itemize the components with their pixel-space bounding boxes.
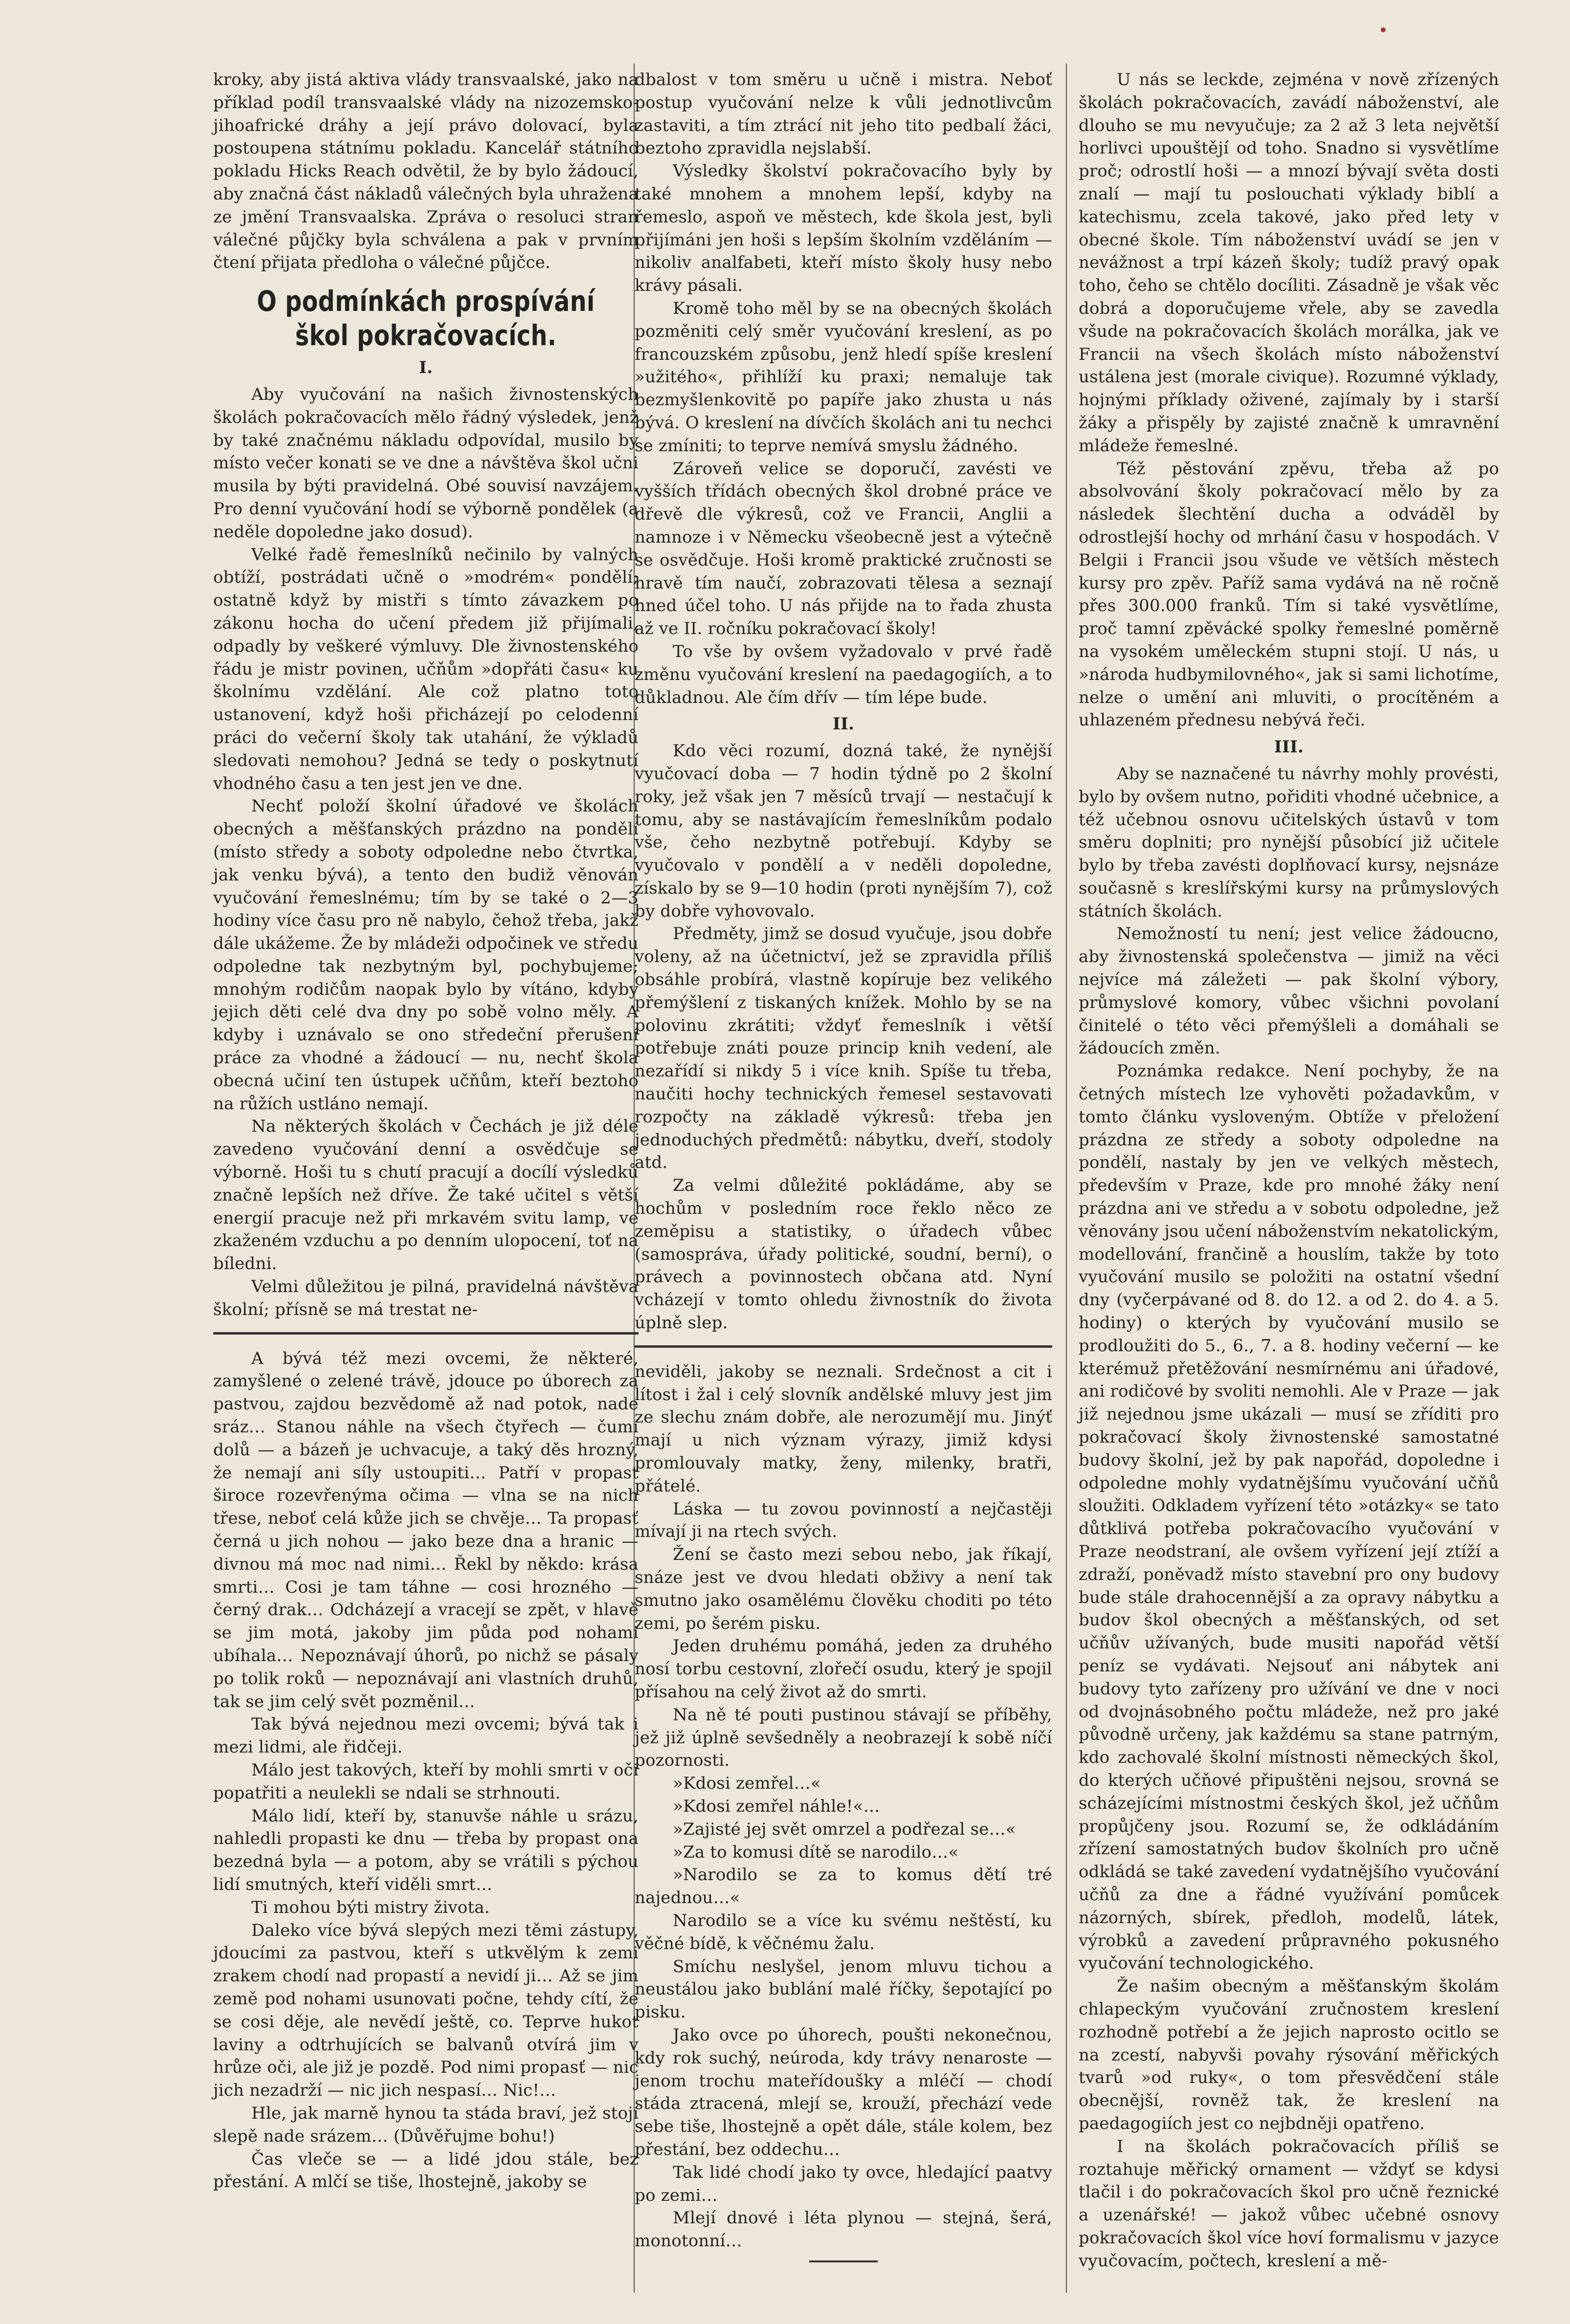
article-headline: O podmínkách prospívání škol pokračovacích. — [257, 285, 595, 352]
paragraph: Výsledky školství pokračovacího byly by také mnohem a mnohem lepší, kdyby na řemeslo, aspoň ve městech, kde škola jest, byli přijímáni jen hoši s lepším školním vzděláním — nikoliv analfabeti, kteří místo školy husy nebo krávy pásali. — [635, 161, 1052, 296]
feuilleton-divider — [635, 1345, 1052, 1348]
feuilleton-paragraph: Tak bývá nejednou mezi ovcemi; bývá tak i mezi lidmi, ale řidčeji. — [213, 1714, 639, 1757]
editorial-note: Poznámka redakce. Není pochyby, že na četných místech lze vyhověti požadavkům, v tomto článku vysloveným. Obtíže v přeložení prázdna ze středy a soboty odpoledne na pondělí, nastaly by jen ve velkých městech, především v Praze, kde pro mnohé žáky není prázdna ani ve středu a v sobotu odpoledne, jež věnovány jsou učení náboženstvím nekatolickým, modellování, frančině a houslím, takže by toto vyučování musilo se položiti na ostatní všední dny (vyčerpávané od 8. do 12. a od 2. do 4. a 5. hodiny) o kterých by vyučování musilo se prodloužiti do 5., 6., 7. a 8. hodiny večerní — ke kterémuž přetěžování nesmírnému ani úřadové, ani rodičové by svoliti nemohli. Ale v Praze — jak již nejednou jsme ukázali — musí se zříditi pro pokračovací školy živnostenské samostatné budovy školní, jež by pak napořád, dopoledne i odpoledne mohly vydatnějšímu vyučování učňů sloužiti. Odkladem vyřízení této »otázky« se tato důtklivá potřeba pokračovacího vyučování v Praze neodstraní, ale ovšem vyřízení její ztíží a zdraží, poněvadž místo stavební pro ony budovy bude stále drahocennější a za opravy nábytku a budov škol obecných a měšťanských, od set učňův užívaných, bude musiti napořád větší peníz se vydávati. Nejsouť ani nábytek ani budovy tyto zařízeny pro užívání ve dne v noci od dvojnásobného počtu mládeže, než pro jaké původně určeny, jak každému sa stane patrným, kdo zachovalé školní místnosti německých škol, do kterých učňové připuštěni nejsou, srovná se scházejícími místnostmi českých škol, jež učňům propůjčeny jsou. Rozumí se, že odkládáním zřízení samostatných budov školních pro učně odkládá se také zavedení vydatnějšího vyučování učňů za dne a řádné využívání pomůcek názorných, sbírek, předloh, modelů, látek, výrobků a zavedení průpravného pokusného vyučování technologického. — [1079, 1061, 1499, 1973]
paragraph: Že našim obecným a měšťanským školám chlapeckým vyučování zručnostem kreslení rozhodně potřebí a že jejich naprosto ocitlo se na zcestí, nabyvši povahy rýsování měřických tvarů »od ruky«, o tom přesvědčení stále obecnější, rovněž tak, že kreslení na paedagogiích jest co nejbdněji opatřeno. — [1079, 1976, 1499, 2133]
end-divider — [809, 2260, 878, 2262]
feuilleton-paragraph: Mlejí dnové i léta plynou — stejná, šerá, monotonní… — [635, 2208, 1052, 2251]
column-2 — [635, 68, 1052, 2262]
paragraph: Předměty, jimž se dosud vyučuje, jsou dobře voleny, až na účetnictví, jež se zpravidla příliš obsáhle probírá, vlastně kopíruje bez velikého přemýšlení z tiskaných knížek. Mohlo by se na polovinu zkrátiti; vždyť řemeslník i větší potřebuje znáti pouze princip knih vedení, ale nezařídí si nikdy 5 i více knih. Spíše tu třeba, naučiti hochy technických řemesel sestavovati rozpočty na základě výkresů: třeba jen jednoduchých předmětů: nábytku, dveří, stodoly atd. — [635, 924, 1052, 1173]
section-number: III. — [1274, 737, 1304, 757]
feuilleton-paragraph: Málo lidí, kteří by, stanuvše náhle u srázu, nahledli propasti ke dnu — třeba by propast ona bezedná byla — a potom, aby se vrátili s pýchou lidí smutných, kteří viděli smrt… — [213, 1806, 639, 1894]
quote-line: »Narodilo se za to komus dětí tré najednou…« — [635, 1865, 1052, 1908]
feuilleton-paragraph: Tak lidé chodí jako ty ovce, hledající paatvy po zemi… — [635, 2162, 1052, 2205]
paragraph: Kdo věci rozumí, dozná také, že nynější vyučovací doba — 7 hodin týdně po 2 školní roky, jež však jen 7 měsíců trvají — nestačují k tomu, aby se nastávajícím řemeslníkům podalo vše, čeho nezbytně potřebují. Kdyby se vyučovalo v pondělí a v neděli dopoledne, získalo by se 9—10 hodin (proti nynějším 7), což by dobře vyhovovalo. — [635, 741, 1052, 921]
section-number: II. — [832, 714, 855, 734]
paragraph: U nás se leckde, zejména v nově zřízených školách pokračovacích, zavádí náboženství, ale dlouho se mu nevyučuje; za 2 až 3 leta největší horlivci upouštějí od toho. Snadno si vysvětlíme proč; odrostlí hoši — a mnozí bývají světa dosti znalí — mají tu poslouchati výklady biblí a katechismu, zcela takové, jako před lety v obecné škole. Tím náboženství uvádí se jen v nevážnost a trpí kázeň školy; tudíž pravý opak toho, čeho se chtělo docíliti. Zásadně je však věc dobrá a doporučujeme vřele, aby se zavedla všude na pokračovacích školách morálka, jak ve Francii na všech školách místo náboženství ustálena jest (morale civique). Rozumné výklady, hojnými příklady oživené, zajímaly by i starší žáky a přispěly by zajisté značně k umravnění mládeže řemeslné. — [1079, 70, 1499, 456]
paragraph: Kromě toho měl by se na obecných školách pozměniti celý směr vyučování kreslení, as po francouzském způsobu, jenž hledí spíše kreslení »užitého«, přihlíží ku praxi; nemaluje tak bezmyšlenkovitě po papíře jako zhusta u nás bývá. O kreslení na dívčích školách ani tu nechci se zmíniti; to teprve nemívá smyslu žádného. — [635, 298, 1052, 456]
paragraph: Aby se naznačené tu návrhy mohly provésti, bylo by ovšem nutno, pořiditi vhodné učebnice, a též učebnou osnovu učitelských ústavů v tom směru doplniti; pro nynější působící již učitele bylo by třeba zavésti doplňovací kursy, nejsnáze současně s kreslířskými kursy na průmyslových státních školách. — [1079, 764, 1499, 921]
quote-line: »Zajisté jej svět omrzel a podřezal se…« — [673, 1819, 1016, 1839]
feuilleton-paragraph: Málo jest takových, kteří by mohli smrti v oči popatřiti a neulekli se ndali se strhnouti. — [213, 1760, 639, 1803]
feuilleton-paragraph: Žení se často mezi sebou nebo, jak říkají, snáze jest ve dvou hledati obživy a není tak smutno jako osamělému člověku choditi po této zemi, po šerém pisku. — [635, 1545, 1052, 1633]
feuilleton-paragraph: Hle, jak marně hynou ta stáda braví, jež stojí slepě nade srázem… (Důvěřujme bohu!) — [213, 2103, 639, 2146]
paragraph: Velmi důležitou je pilná, pravidelná návštěva školní; přísně se má trestat ne- — [213, 1277, 639, 1319]
column-1 — [213, 68, 639, 2193]
paragraph: Zároveň velice se doporučí, zavésti ve vyšších třídách obecných škol drobné práce ve dřevě dle výkresů, což ve Francii, Anglii a namnoze i v Německu všeobecně jest a výtečně se osvědčuje. Hoši kromě praktické zručnosti se hravě tím naučí, zobrazovati tělesa a seznají hned účel toho. U nás přijde na to řada zhusta až ve II. ročníku pokračovací školy! — [635, 459, 1052, 639]
quote-line: »Kdosi zemřel náhle!«… — [673, 1796, 880, 1816]
feuilleton-paragraph: Daleko více bývá slepých mezi těmi zástupy, jdoucími za pastvou, kteří s utkvělým k zemi zrakem chodí nad propastí a nevidí ji… Až se jim země pod nohami usunovati počne, tehdy cítí, že se cosi děje, ale nevědí ještě, co. Teprve hukot laviny a odtrhujících se balvanů otvírá jim v hrůze oči, ale již je pozdě. Pod nimi propasť — nic jich nezadrží — nic jich nespasí… Nic!… — [213, 1920, 639, 2101]
paragraph: I na školách pokračovacích příliš se roztahuje měřický ornament — vždyť se kdysi tlačil i do pokračovacích škol pro učně řeznické a uzenářské! — jakož vůbec učebné osnovy pokračovacích škol více hoví formalismu v jazyce vyučovacím, počtech, kreslení a mě- — [1079, 2136, 1499, 2271]
column-3 — [1079, 68, 1499, 2273]
paragraph: Též pěstování zpěvu, třeba až po absolvování školy pokračovací mělo by za následek šlechtění ducha a odváděl by odrostlejší hochy od mrhání času v hospodách. V Belgii i Francii jsou všude ve větších městech kursy pro zpěv. Paříž sama vydává na ně ročně přes 300.000 franků. Tím si také vysvětlíme, proč tamní zpěvácké spolky řemeslné poměrně na vysokém uměleckém stupni stojí. U nás, u »národa hudbymilovného«, jak si sami lichotíme, nelze o umění ani mluviti, o procítěném a uhlazeném přednesu nebývá řeči. — [1079, 459, 1499, 730]
feuilleton-paragraph: Na ně té pouti pustinou stávají se příběhy, jež již úplně sevšedněly a neobrazejí k sobě níčí pozornosti. — [635, 1705, 1052, 1771]
paragraph: kroky, aby jistá aktiva vlády transvaalské, jako na příklad podíl transvaalské vlády na nizozemsko-jihoafrické dráhy a její právo dolovací, byla postoupena státnímu pokladu. Kancelář státního pokladu Hicks Reach odvětil, že by bylo žádoucí, aby značná část nákladů válečných byla uhražena ze jmění Transvaalska. Zpráva o resoluci stran válečné půjčky byla schválena a pak v prvním čtení přijata předloha o válečné půjčce. — [213, 70, 639, 273]
column-rule-right — [1066, 64, 1067, 2293]
feuilleton-paragraph: Smíchu neslyšel, jenom mluvu tichou a neustálou jako bublání malé říčky, šepotající po pisku. — [635, 1956, 1052, 2022]
paragraph: Na některých školách v Čechách je již déle zavedeno vyučování denní a osvědčuje se výborně. Hoši tu s chutí pracují a docílí výsledků značně lepších než dříve. Že také učitel s větší energií pracuje než při mrkavém svitu lamp, ve zkaženém vzduchu a po denním ulopocení, toť na bíledni. — [213, 1117, 639, 1274]
feuilleton-paragraph: Jako ovce po úhorech, poušti nekonečnou, kdy rok suchý, neúroda, kdy trávy nenaroste — jenom trochu mateřídoušky a mléčí — chodí stáda ztracená, mlejí se, krouží, přechází vede sebe tiše, lhostejně a opět dále, stále kolem, bez přestání, bez oddechu… — [635, 2025, 1052, 2159]
feuilleton-paragraph: Jeden druhému pomáhá, jeden za druhého nosí torbu cestovní, zlořečí osudu, který je spojil přísahou na celý život až do smrti. — [635, 1636, 1052, 1702]
feuilleton-divider — [213, 1332, 639, 1335]
feuilleton-paragraph: Ti mohou býti mistry života. — [251, 1897, 490, 1917]
feuilleton-paragraph: Narodilo se a více ku svému neštěstí, ku věčné bídě, k věčnému žalu. — [635, 1910, 1052, 1953]
section-number: I. — [419, 358, 433, 378]
paragraph: Za velmi důležité pokládáme, aby se hochům v posledním roce řeklo něco ze zeměpisu a statistiky, o úřadech vůbec (samospráva, úřady politické, soudní, berní), o právech a povinnostech občana atd. Nyní vcházejí v tomto ohledu živnostník do života úplně slep. — [635, 1176, 1052, 1333]
paragraph: To vše by ovšem vyžadovalo v prvé řadě změnu vyučování kreslení na paedagogiích, a to důkladnou. Ale čím dřív — tím lépe bude. — [635, 641, 1052, 707]
quote-line: »Kdosi zemřel…« — [673, 1774, 821, 1794]
paragraph: Nemožností tu není; jest velice žádoucno, aby živnostenská společenstva — jimiž na věci nejvíce má záležeti — pak školní výbory, průmyslové komory, vůbec všichni povolaní činitelé o této věci přemýšleli a domáhali se žádoucích změn. — [1079, 924, 1499, 1058]
feuilleton-paragraph: A bývá též mezi ovcemi, že některé, zamyšlené o zelené trávě, jdouce po úborech za pastvou, zajdou bezvědomě až nad potok, nade sráz… Stanou náhle na všech čtyřech — čumí dolů — a bázeň je uchvacuje, a taký děs hrozný, že nemají ani síly ustoupiti… Patří v propast široce rozevřenýma očima — vlna se na nich třese, neboť celá kůže jich se chvěje… Ta propasť černá u jich nohou — jako beze dna a hranic — divnou má moc nad nimi… Řekl by někdo: krása smrti… Cosi je tam táhne — cosi hrozného — černý drak… Odcházejí a vracejí se zpět, v hlavě se jim motá, jakoby jim půda pod nohami ubíhala… Nepoznávají úhorů, po nichž se pásaly po tolik roků — nepoznávají ani vlastních druhů, tak se jim celý svět pozměnil… — [213, 1348, 639, 1711]
feuilleton-paragraph: Láska — tu zovou povinností a nejčastěji mívají ji na rtech svých. — [635, 1499, 1052, 1542]
paragraph: Aby vyučování na našich živnostenských školách pokračovacích mělo řádný výsledek, jenž by také značnému nákladu odpovídal, musilo by místo večer konati se ve dne a návštěva škol učni musila by býti pravidelná. Obé souvisí navzájem. Pro denní vyučování hodí se výborně pondělek (a neděle dopoledne jako dosud). — [213, 384, 639, 542]
quote-line: »Za to komusi dítě se narodilo…« — [673, 1842, 959, 1862]
paragraph: Velké řadě řemeslníků nečinilo by valných obtíží, postrádati učně o »modrém« pondělí; ostatně když by mistři s tímto závazkem po zákonu hocha do učení předem již přijímali, odpadly by veškeré výmluvy. Dle živnostenského řádu je mistr povinen, učňům »dopřáti času« ku školnímu vzdělání. Ale což platno toto ustanovení, když hoši přicházejí po celodenní práci do večerní školy tak utahání, že výkladů sledovati nemohou? Jedná se tedy o poskytnutí vhodného času a ten jest jen ve dne. — [213, 545, 639, 793]
paragraph: Nechť položí školní úřadové ve školách obecných a měšťanských prázdno na pondělí (místo středy a soboty odpoledne nebo čtvrtka, jak venku bývá), a tento den budiž věnován vyučování řemeslnému; tím by se také o 2—3 hodiny více času pro ně nabylo, čehož třeba, jakž dále ukážeme. Že by mládeži odpočinek ve středu odpoledne tak nezbytným byl, pochybujeme; mnohým rodičům naopak bylo by vítáno, kdyby jejich děti celé dva dny po sobě volno měly. A kdyby i uznávalo se ono středeční přerušení práce za vhodné a žádoucí — nu, nechť škola obecná učiní ten ústupek učňům, kteří beztoho na růžích ustláno nemají. — [213, 796, 639, 1114]
feuilleton-paragraph: Čas vleče se — a lidé jdou stále, bez přestání. A mlčí se tiše, lhostejně, jakoby se — [213, 2149, 639, 2192]
ink-dot — [1381, 27, 1386, 32]
paragraph: dbalost v tom směru u učně i mistra. Neboť postup vyučování nelze k vůli jednotlivcům zastaviti, a tím ztrácí nit jeho tito pedbalí žáci, beztoho zpravidla nejslabší. — [635, 70, 1052, 158]
feuilleton-paragraph: neviděli, jakoby se neznali. Srdečnost a cit i lítost i žal i celý slovník andělské mluvy jest jim ze slechu znám dobře, ale nerozumějí mu. Jinýť mají u nich význam výrazy, jimiž kdysi promlouvaly matky, ženy, milenky, bratři, přátelé. — [635, 1361, 1052, 1496]
